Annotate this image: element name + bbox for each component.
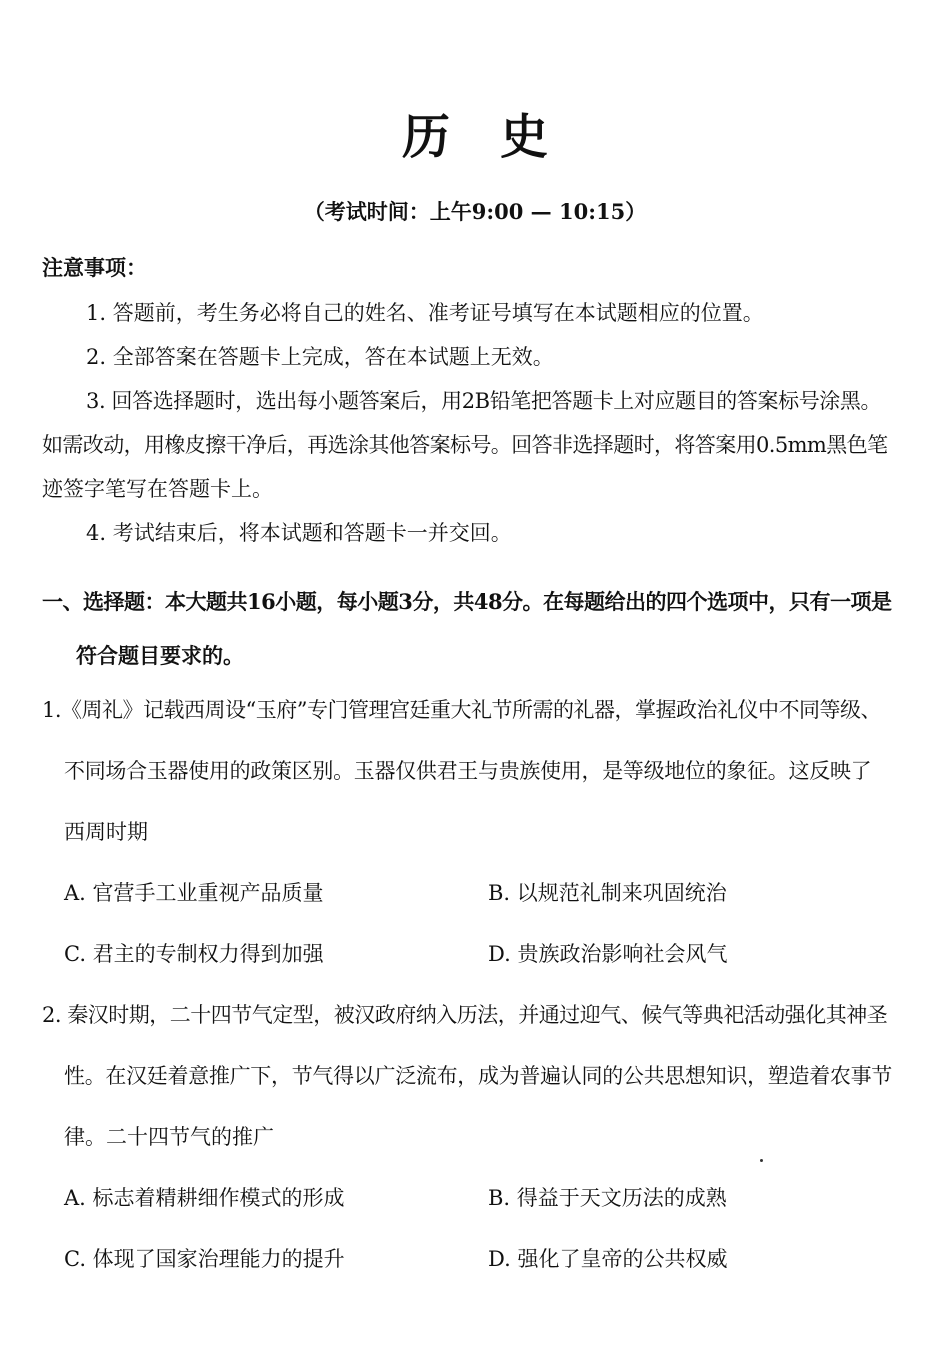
- notice-item-3-cont: 如需改动，用橡皮擦干净后，再选涂其他答案标号。回答非选择题时，将答案用0.5mm黑色笔: [42, 433, 888, 457]
- question-1-option-d: D. 贵族政治影响社会风气: [488, 942, 728, 966]
- question-1-option-c: C. 君主的专制权力得到加强: [64, 942, 324, 966]
- question-1-option-a: A. 官营手工业重视产品质量: [64, 881, 324, 905]
- section-heading-cont: 符合题目要求的。: [76, 643, 244, 668]
- question-2-option-b: B. 得益于天文历法的成熟: [488, 1186, 727, 1210]
- question-2-stem: 2. 秦汉时期，二十四节气定型，被汉政府纳入历法，并通过迎气、候气等典祀活动强化其神圣: [42, 1003, 888, 1027]
- question-1-stem-end: 西周时期: [64, 820, 148, 844]
- question-2-stem-cont: 性。在汉廷着意推广下，节气得以广泛流布，成为普遍认同的公共思想知识，塑造着农事节: [64, 1064, 892, 1088]
- question-2-option-a: A. 标志着精耕细作模式的形成: [64, 1186, 345, 1210]
- cropped-header-text: [195, 0, 755, 16]
- exam-time: （考试时间：上午9:00 — 10:15）: [303, 199, 647, 224]
- question-1-option-b: B. 以规范礼制来巩固统治: [488, 881, 727, 905]
- page-title: 历史: [401, 109, 598, 165]
- notice-item-1: 1. 答题前，考生务必将自己的姓名、准考证号填写在本试题相应的位置。: [86, 301, 764, 325]
- section-heading: 一、选择题：本大题共16小题，每小题3分，共48分。在每题给出的四个选项中，只有一项是: [42, 589, 892, 614]
- question-2-stem-end: 律。二十四节气的推广: [64, 1125, 274, 1149]
- question-2-option-c: C. 体现了国家治理能力的提升: [64, 1247, 345, 1271]
- question-2-option-d: D. 强化了皇帝的公共权威: [488, 1247, 728, 1271]
- question-1-stem-cont: 不同场合玉器使用的政策区别。玉器仅供君王与贵族使用，是等级地位的象征。这反映了: [64, 759, 872, 783]
- notice-item-3-cont2: 迹签字笔写在答题卡上。: [42, 477, 273, 501]
- notice-heading: 注意事项：: [42, 255, 147, 280]
- notice-item-2: 2. 全部答案在答题卡上完成，答在本试题上无效。: [86, 345, 554, 369]
- notice-item-3: 3. 回答选择题时，选出每小题答案后，用2B铅笔把答题卡上对应题目的答案标号涂黑。: [86, 389, 882, 413]
- notice-item-4: 4. 考试结束后，将本试题和答题卡一并交回。: [86, 521, 512, 545]
- stray-dot-mark: [760, 1159, 763, 1162]
- question-1-stem: 1.《周礼》记载西周设“玉府”专门管理宫廷重大礼节所需的礼器，掌握政治礼仪中不同等级、: [42, 698, 882, 722]
